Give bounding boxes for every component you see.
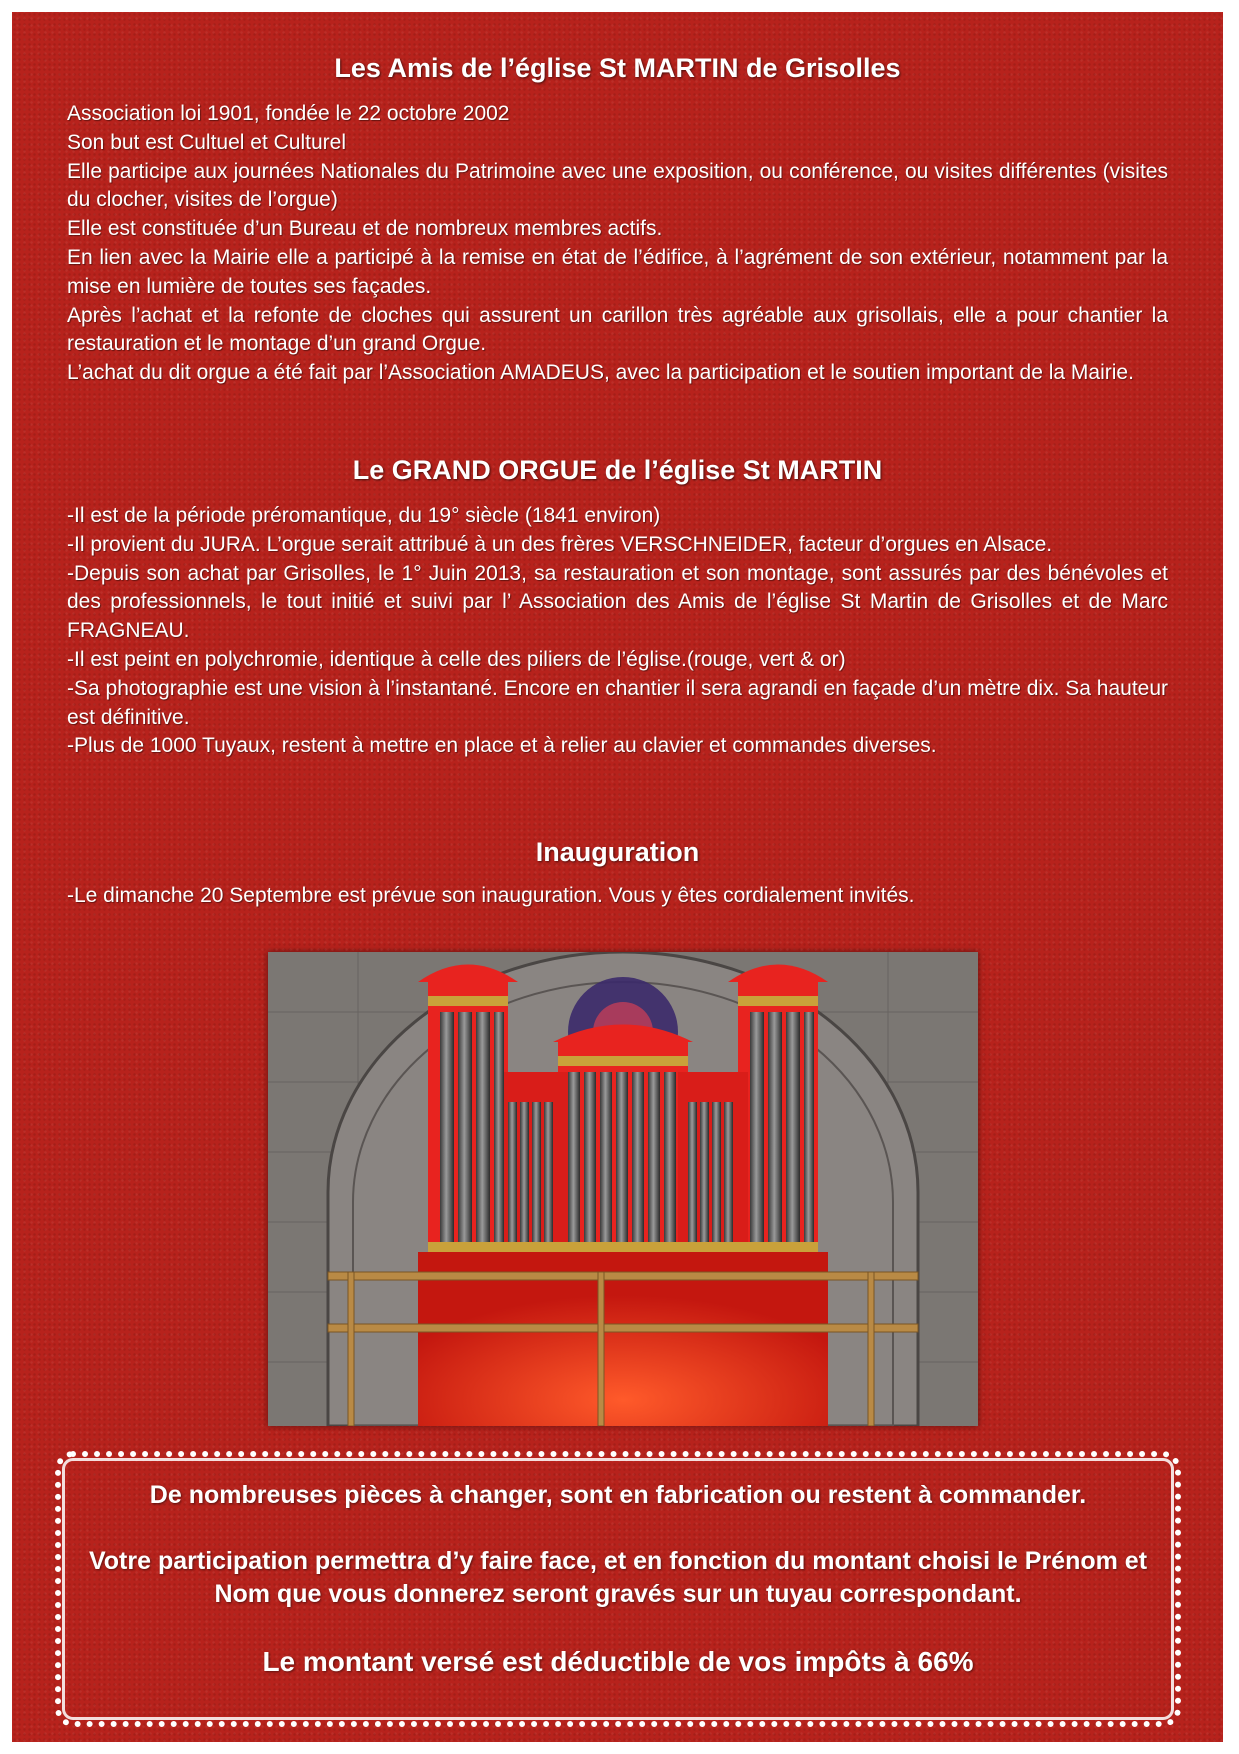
text-line: Son but est Cultuel et Culturel (67, 130, 346, 154)
text-line: -Il est peint en polychromie, identique à celle des piliers de l’église.(rouge, vert & or) (67, 647, 846, 671)
section-amis (67, 50, 1168, 388)
notice-line-1: De nombreuses pièces à changer, sont en fabrication ou restent à commander. (149, 1481, 1087, 1509)
section-inauguration-text (67, 882, 1168, 911)
section-inauguration-title: Inauguration (535, 837, 700, 867)
donation-notice-box (55, 1451, 1181, 1727)
text-line: -Le dimanche 20 Septembre est prévue son inauguration. Vous y êtes cordialement invités. (67, 884, 915, 907)
section-amis-text (67, 100, 1168, 388)
section-orgue-text (67, 502, 1168, 761)
section-amis-title: Les Amis de l’église St MARTIN de Grisolles (334, 53, 901, 83)
notice-line-2: Votre participation permettra d’y faire face, et en fonction du montant choisi le Prénom et Nom que vous donnerez seront gravés sur un tuyau correspondant. (88, 1547, 1148, 1608)
section-inauguration (67, 834, 1168, 911)
organ-illustration (268, 952, 978, 1426)
text-line: -Sa photographie est une vision à l’instantané. Encore en chantier il sera agrandi en façade d’un mètre dix. Sa hauteur est définitive. (67, 676, 1168, 729)
text-line: Elle participe aux journées Nationales du Patrimoine avec une exposition, ou conférence, ou visites différentes (visites du clocher, visites de l’orgue) (67, 159, 1168, 212)
text-line: En lien avec la Mairie elle a participé à la remise en état de l’édifice, à l’agrément de son extérieur, notamment par la mise en lumière de toutes ses façades. (67, 245, 1168, 298)
organ-photo (268, 952, 978, 1426)
section-orgue-title: Le GRAND ORGUE de l’église St MARTIN (352, 455, 883, 485)
text-line: Association loi 1901, fondée le 22 octobre 2002 (67, 102, 510, 125)
text-line: -Il est de la période préromantique, du 19° siècle (1841 environ) (67, 504, 661, 527)
text-line: -Depuis son achat par Grisolles, le 1° Juin 2013, sa restauration et son montage, sont assurés par des bénévoles et des professionnels, le tout initié et suivi par l’ Association des Amis de l’église St Martin de Grisolles et de Marc FRAGNEAU. (67, 561, 1168, 643)
section-orgue (67, 452, 1168, 761)
flyer-page (12, 12, 1223, 1742)
text-line: Elle est constituée d’un Bureau et de nombreux membres actifs. (67, 217, 663, 241)
text-line: L’achat du dit orgue a été fait par l’Association AMADEUS, avec la participation et le soutien important de la Mairie. (67, 361, 1134, 385)
notice-line-3: Le montant versé est déductible de vos impôts à 66% (262, 1646, 974, 1677)
text-line: -Plus de 1000 Tuyaux, restent à mettre en place et à relier au clavier et commandes diverses. (67, 734, 937, 758)
text-line: -Il provient du JURA. L’orgue serait attribué à un des frères VERSCHNEIDER, facteur d’orgues en Alsace. (67, 532, 1053, 556)
text-line: Après l’achat et la refonte de cloches qui assurent un carillon très agréable aux grisollais, elle a pour chantier la restauration et le montage d’un grand Orgue. (67, 303, 1168, 356)
